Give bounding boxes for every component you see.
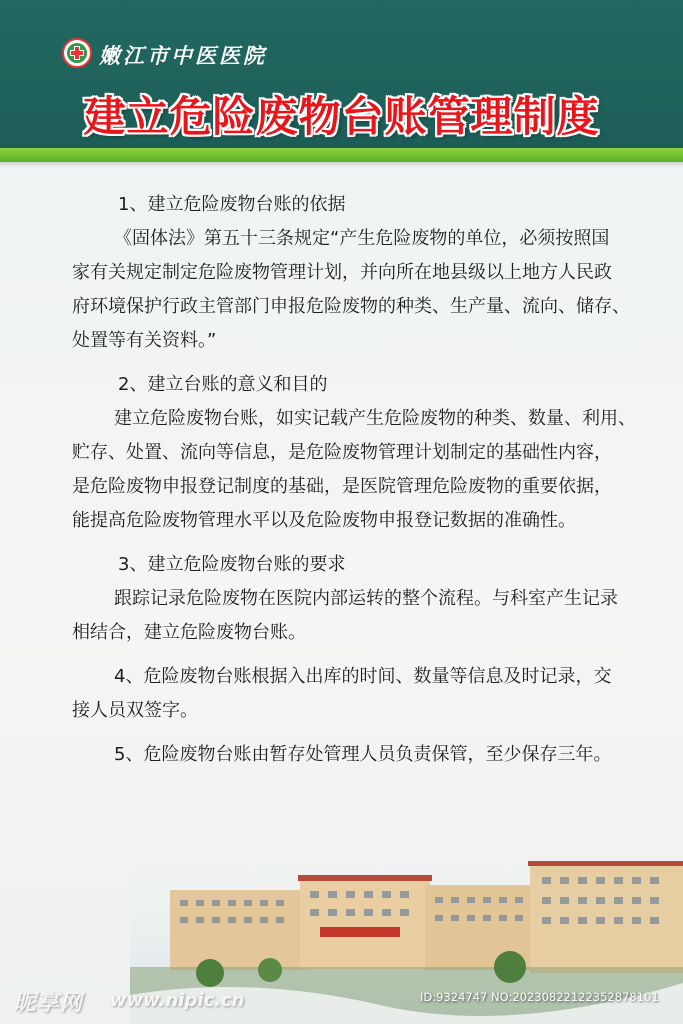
- section-heading: 2、建立台账的意义和目的: [118, 374, 328, 395]
- paragraph-line: 跟踪记录危险废物在医院内部运转的整个流程。与科室产生记录: [114, 588, 618, 609]
- hospital-name: 嫩江市中医医院: [99, 43, 267, 68]
- paragraph-line: 能提高危险废物管理水平以及危险废物申报登记数据的准确性。: [72, 510, 576, 531]
- paragraph-line: 是危险废物申报登记制度的基础，是医院管理危险废物的重要依据，: [72, 476, 612, 497]
- hospital-logo-icon: [62, 38, 92, 68]
- page-title: 建立危险废物台账管理制度: [83, 92, 600, 141]
- paragraph-line: 5、危险废物台账由暂存处管理人员负责保管，至少保存三年。: [114, 744, 612, 765]
- paragraph-line: 4、危险废物台账根据入出库的时间、数量等信息及时记录，交: [114, 666, 612, 687]
- watermark-site-name: 昵享网: [14, 991, 84, 1016]
- section-heading: 1、建立危险废物台账的依据: [118, 194, 346, 215]
- paragraph-line: 《固体法》第五十三条规定“产生危险废物的单位，必须按照国: [114, 228, 610, 249]
- paragraph-line: 建立危险废物台账，如实记载产生危险废物的种类、数量、利用、: [114, 408, 636, 429]
- paragraph-line: 接人员双签字。: [72, 700, 198, 721]
- paragraph-line: 处置等有关资料。”: [72, 330, 217, 351]
- watermark-image-id: ID:9324747 NO:20230822122352878101: [420, 990, 659, 1004]
- paragraph-line: 相结合，建立危险废物台账。: [72, 622, 306, 643]
- paragraph-line: 贮存、处置、流向等信息，是危险废物管理计划制定的基础性内容，: [72, 442, 612, 463]
- section-heading: 3、建立危险废物台账的要求: [118, 554, 346, 575]
- watermark-url: www.nipic.cn: [110, 990, 245, 1011]
- paragraph-line: 府环境保护行政主管部门申报危险废物的种类、生产量、流向、储存、: [72, 296, 630, 317]
- accent-stripe: [0, 148, 683, 162]
- stripe-shadow: [0, 162, 683, 168]
- paragraph-line: 家有关规定制定危险废物管理计划，并向所在地县级以上地方人民政: [72, 262, 612, 283]
- regulation-body: [72, 182, 636, 772]
